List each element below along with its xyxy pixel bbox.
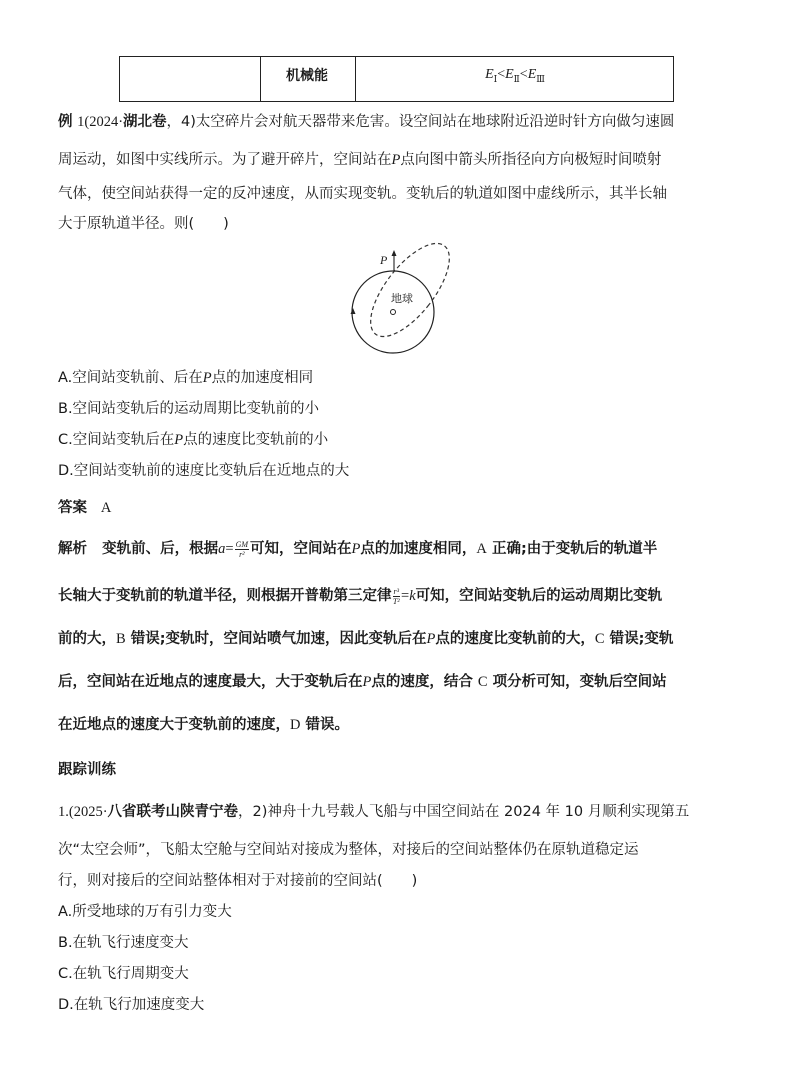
table-cell-empty bbox=[120, 57, 261, 101]
example-line-3: 气体，使空间站获得一定的反冲速度，从而实现变轨。变轨后的轨道如图中虚线所示，其半长轴 bbox=[58, 186, 667, 202]
question-1-source: 八省联考山陕青宁卷 bbox=[107, 804, 239, 820]
question-1-option-b: B.在轨飞行速度变大 bbox=[58, 935, 189, 951]
p-label: P bbox=[380, 253, 388, 267]
analysis-line-2: 长轴大于变轨前的轨道半径，则根据开普勒第三定律 $\frac{\text{r³}}{\text{T²}}$ =k可知，空间站变轨后的运动周期比变轨 bbox=[58, 586, 663, 606]
orbit-diagram bbox=[340, 240, 460, 358]
example-line-2: 周运动，如图中实线所示。为了避开碎片，空间站在P点向图中箭头所指径向方向极短时间喷射 bbox=[58, 152, 662, 168]
option-b: B.空间站变轨后的运动周期比变轨前的小 bbox=[58, 401, 320, 417]
example-label: 例 bbox=[58, 114, 73, 130]
example-line-4: 大于原轨道半径。则( ) bbox=[58, 216, 229, 232]
analysis-line-1: 解析 变轨前、后，根据a= $\frac{GM}{\text{r²}}$ 可知，空间站在P点的加速度相同，A 正确;由于变轨后的轨道半 bbox=[58, 539, 658, 559]
option-c: C.空间站变轨后在P点的速度比变轨前的小 bbox=[58, 432, 329, 448]
analysis-line-3: 前的大，B 错误;变轨时，空间站喷气加速，因此变轨后在P点的速度比变轨前的大，C 错误;变轨 bbox=[58, 631, 674, 647]
answer-label: 答案 bbox=[58, 500, 87, 516]
answer-line bbox=[58, 496, 111, 517]
question-1-option-a: A.所受地球的万有引力变大 bbox=[58, 904, 232, 920]
arrow-head-icon bbox=[392, 250, 397, 256]
answer-value: A bbox=[100, 500, 112, 516]
table-cell-label: 机械能 bbox=[260, 57, 356, 101]
earth-label: 地球 bbox=[391, 292, 413, 305]
question-1-option-c: C.在轨飞行周期变大 bbox=[58, 966, 189, 982]
energy-table bbox=[119, 56, 674, 102]
table-cell-relation: $E_Ⅰ<E_Ⅱ<E_Ⅲ$ bbox=[485, 67, 545, 84]
option-d: D.空间站变轨前的速度比变轨后在近地点的大 bbox=[58, 463, 350, 479]
question-1-line-1: 1.(2025·八省联考山陕青宁卷，2)神舟十九号载人飞船与中国空间站在 2024 年 10 月顺利实现第五 bbox=[58, 804, 690, 820]
question-1-line-2: 次“太空会师”，飞船太空舱与空间站对接成为整体，对接后的空间站整体仍在原轨道稳定运 bbox=[58, 842, 639, 858]
question-1-line-3: 行，则对接后的空间站整体相对于对接前的空间站( ) bbox=[58, 873, 418, 889]
analysis-line-4: 后，空间站在近地点的速度最大，大于变轨后在P点的速度，结合 C 项分析可知，变轨后空间站 bbox=[58, 674, 667, 690]
orbit-direction-icon bbox=[351, 308, 356, 314]
example-line-1: 例 1(2024·湖北卷，4)太空碎片会对航天器带来危害。设空间站在地球附近沿逆时针方向做匀速圆 bbox=[58, 114, 675, 130]
analysis-line-5: 在近地点的速度大于变轨前的速度，D 错误。 bbox=[58, 717, 350, 733]
option-a: A.空间站变轨前、后在P点的加速度相同 bbox=[58, 370, 314, 386]
original-orbit bbox=[352, 271, 434, 353]
practice-heading: 跟踪训练 bbox=[58, 762, 116, 778]
example-source: 湖北卷 bbox=[123, 114, 167, 130]
earth-center bbox=[391, 310, 396, 315]
analysis-label: 解析 bbox=[58, 541, 87, 557]
question-1-option-d: D.在轨飞行加速度变大 bbox=[58, 997, 205, 1013]
